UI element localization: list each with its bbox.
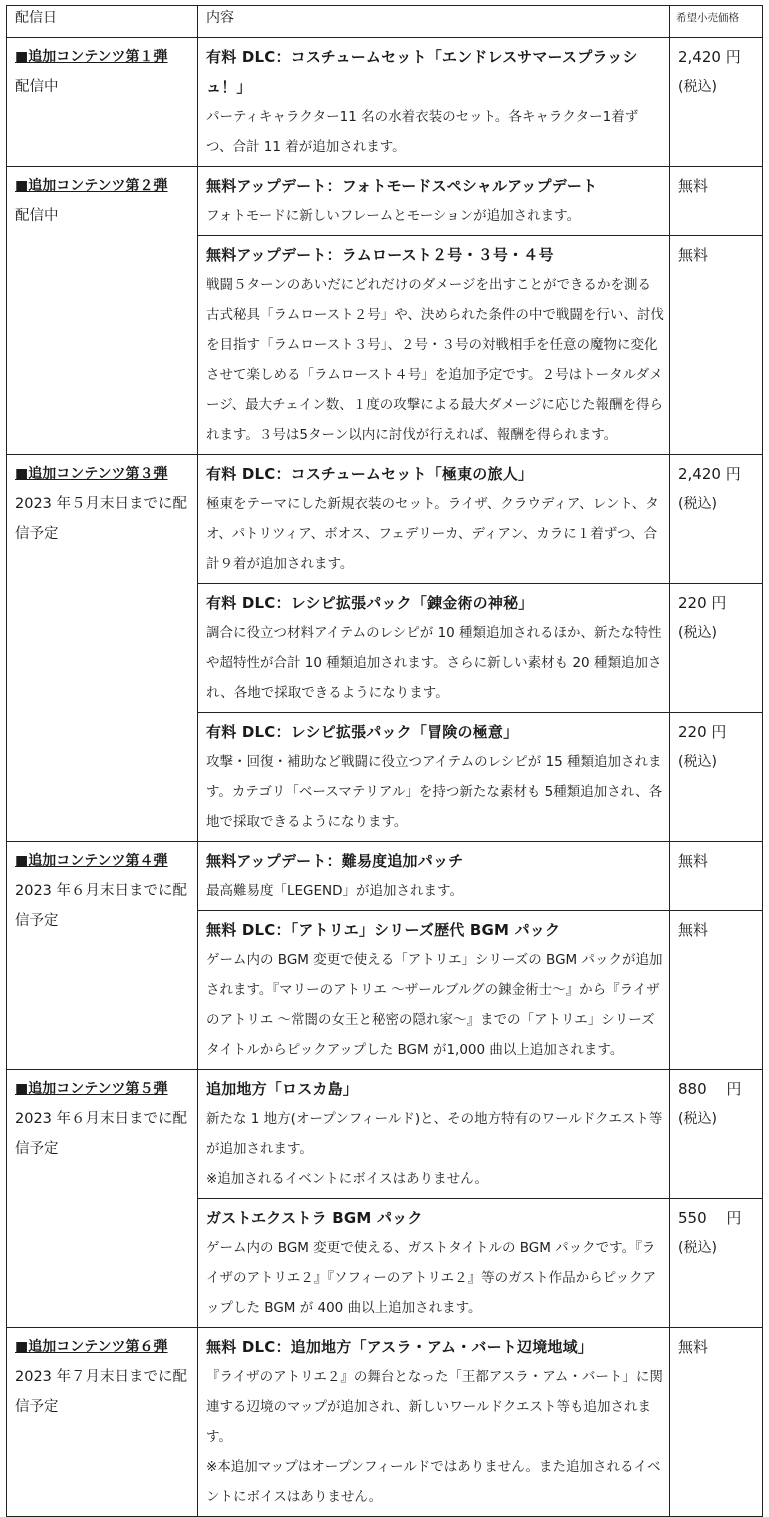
release-cell bbox=[7, 167, 198, 455]
content-cell bbox=[198, 1070, 670, 1199]
tax-note: (税込) bbox=[678, 1111, 717, 1127]
dlc-schedule-table bbox=[6, 5, 763, 1517]
item-title: 有料 DLC：レシピ拡張パック「錬金術の神秘」 bbox=[206, 594, 534, 612]
item-price: 2,420 円 bbox=[678, 48, 741, 66]
item-title: ガストエクストラ BGM パック bbox=[206, 1209, 423, 1227]
price-cell bbox=[670, 167, 763, 236]
table-row bbox=[7, 842, 763, 911]
item-price: 無料 bbox=[678, 246, 709, 264]
item-title: 無料アップデート：フォトモードスペシャルアップデート bbox=[206, 177, 598, 195]
release-date: 2023 年６月末日までに配信予定 bbox=[15, 1111, 188, 1157]
table-header-row bbox=[7, 6, 763, 38]
item-description: 最高難易度「LEGEND」が追加されます。 bbox=[206, 883, 463, 899]
tax-note: (税込) bbox=[678, 79, 717, 95]
item-title: 有料 DLC：コスチュームセット「エンドレスサマースプラッシュ！」 bbox=[206, 48, 638, 96]
price-cell bbox=[670, 236, 763, 455]
content-group-name: ■追加コンテンツ第５弾 bbox=[15, 1081, 168, 1097]
price-cell bbox=[670, 1328, 763, 1517]
content-cell bbox=[198, 1328, 670, 1517]
content-group-name: ■追加コンテンツ第６弾 bbox=[15, 1339, 168, 1355]
item-price: 220 円 bbox=[678, 723, 727, 741]
price-cell bbox=[670, 1199, 763, 1328]
item-price: 無料 bbox=[678, 1338, 709, 1356]
table-row bbox=[7, 455, 763, 584]
release-cell bbox=[7, 1328, 198, 1517]
price-cell bbox=[670, 911, 763, 1070]
item-title: 有料 DLC：レシピ拡張パック「冒険の極意」 bbox=[206, 723, 519, 741]
table-row bbox=[7, 167, 763, 236]
content-cell bbox=[198, 584, 670, 713]
release-cell bbox=[7, 842, 198, 1070]
item-title: 無料アップデート：難易度追加パッチ bbox=[206, 852, 464, 870]
release-cell bbox=[7, 1070, 198, 1328]
item-title: 有料 DLC：コスチュームセット「極東の旅人」 bbox=[206, 465, 534, 483]
table-row bbox=[7, 1070, 763, 1199]
content-cell bbox=[198, 1199, 670, 1328]
tax-note: (税込) bbox=[678, 625, 717, 641]
content-cell bbox=[198, 38, 670, 167]
content-cell bbox=[198, 842, 670, 911]
table-row bbox=[7, 38, 763, 167]
item-description: ※本追加マップはオープンフィールドではありません。また追加されるイベントにボイスはありません。 bbox=[206, 1459, 661, 1505]
item-description: 攻撃・回復・補助など戦闘に役立つアイテムのレシピが 15 種類追加されます。カテゴリ「ベースマテリアル」を持つ新たな素材も 5種類追加され、各地で採取できるようになります。 bbox=[206, 754, 663, 830]
item-price: 無料 bbox=[678, 852, 709, 870]
content-group-name: ■追加コンテンツ第２弾 bbox=[15, 178, 168, 194]
tax-note: (税込) bbox=[678, 1240, 717, 1256]
item-title: 無料 DLC：「アトリエ」シリーズ歴代 BGM パック bbox=[206, 921, 561, 939]
item-price: 無料 bbox=[678, 921, 709, 939]
price-cell bbox=[670, 1070, 763, 1199]
release-cell bbox=[7, 38, 198, 167]
table-row bbox=[7, 1328, 763, 1517]
content-cell bbox=[198, 167, 670, 236]
content-group-name: ■追加コンテンツ第３弾 bbox=[15, 466, 168, 482]
item-title: 追加地方「ロスカ島」 bbox=[206, 1080, 359, 1098]
price-cell bbox=[670, 713, 763, 842]
content-cell bbox=[198, 911, 670, 1070]
release-date: 配信中 bbox=[15, 79, 59, 95]
item-price: 2,420 円 bbox=[678, 465, 741, 483]
price-cell bbox=[670, 455, 763, 584]
header-price: 希望小売価格 bbox=[670, 6, 763, 38]
tax-note: (税込) bbox=[678, 754, 717, 770]
item-description: ゲーム内の BGM 変更で使える、ガストタイトルの BGM パックです。『ライザのアトリエ２』『ソフィーのアトリエ２』等のガスト作品からピックアップした BGM が 400 曲以上追加されます。 bbox=[206, 1240, 657, 1316]
item-title: 無料 DLC：追加地方「アスラ・アム・バート辺境地域」 bbox=[206, 1338, 593, 1356]
release-date: 2023 年７月末日までに配信予定 bbox=[15, 1369, 188, 1415]
item-description: 調合に役立つ材料アイテムのレシピが 10 種類追加されるほか、新たな特性や超特性が合計 10 種類追加されます。さらに新しい素材も 20 種類追加され、各地で採取できるようになります。 bbox=[206, 625, 662, 701]
item-price: 550 円 bbox=[678, 1209, 742, 1227]
price-cell bbox=[670, 38, 763, 167]
tax-note: (税込) bbox=[678, 496, 717, 512]
content-cell bbox=[198, 455, 670, 584]
item-description: 戦闘５ターンのあいだにどれだけのダメージを出すことができるかを測る古式秘具「ラムロースト２号」や、決められた条件の中で戦闘を行い、討伐を目指す「ラムロースト３号」、２号・３号の対戦相手を任意の魔物に変化させて楽しめる「ラムロースト４号」を追加予定です。２号はトータルダメージ、最大チェイン数、１度の攻撃による最大ダメージに応じた報酬を得られます。３号は5ターン以内に討伐が行えれば、報酬を得られます。 bbox=[206, 277, 664, 443]
item-title: 無料アップデート：ラムロースト２号・３号・４号 bbox=[206, 246, 554, 264]
price-cell bbox=[670, 842, 763, 911]
item-description: 極東をテーマにした新規衣装のセット。ライザ、クラウディア、レント、タオ、パトリツィア、ボオス、フェデリーカ、ディアン、カラに１着ずつ、合計９着が追加されます。 bbox=[206, 496, 659, 572]
item-price: 220 円 bbox=[678, 594, 727, 612]
release-date: 2023 年５月末日までに配信予定 bbox=[15, 496, 188, 542]
content-group-name: ■追加コンテンツ第４弾 bbox=[15, 853, 168, 869]
content-cell bbox=[198, 236, 670, 455]
item-price: 880 円 bbox=[678, 1080, 742, 1098]
item-description: 新たな 1 地方(オープンフィールド)と、その地方特有のワールドクエスト等が追加されます。 bbox=[206, 1111, 663, 1157]
item-description: パーティキャラクター11 名の水着衣装のセット。各キャラクター1着ずつ、合計 11 着が追加されます。 bbox=[206, 109, 639, 155]
header-release-date: 配信日 bbox=[7, 6, 198, 38]
release-date: 配信中 bbox=[15, 208, 59, 224]
content-cell bbox=[198, 713, 670, 842]
item-price: 無料 bbox=[678, 177, 709, 195]
content-group-name: ■追加コンテンツ第１弾 bbox=[15, 49, 168, 65]
item-description: 『ライザのアトリエ２』の舞台となった「王都アスラ・アム・バート」に関連する辺境のマップが追加され、新しいワールドクエスト等も追加されます。 bbox=[206, 1369, 663, 1445]
item-description: フォトモードに新しいフレームとモーションが追加されます。 bbox=[206, 208, 581, 224]
release-date: 2023 年６月末日までに配信予定 bbox=[15, 883, 188, 929]
price-cell bbox=[670, 584, 763, 713]
release-cell bbox=[7, 455, 198, 842]
item-description: ゲーム内の BGM 変更で使える「アトリエ」シリーズの BGM パックが追加されます。『マリーのアトリエ ～ザールブルグの錬金術士～』から『ライザのアトリエ ～常闇の女王と秘密の隠れ家～』までの「アトリエ」シリーズタイトルからピックアップした BGM が1,000 曲以上追加されます。 bbox=[206, 952, 663, 1058]
header-content: 内容 bbox=[198, 6, 670, 38]
item-description: ※追加されるイベントにボイスはありません。 bbox=[206, 1171, 488, 1187]
